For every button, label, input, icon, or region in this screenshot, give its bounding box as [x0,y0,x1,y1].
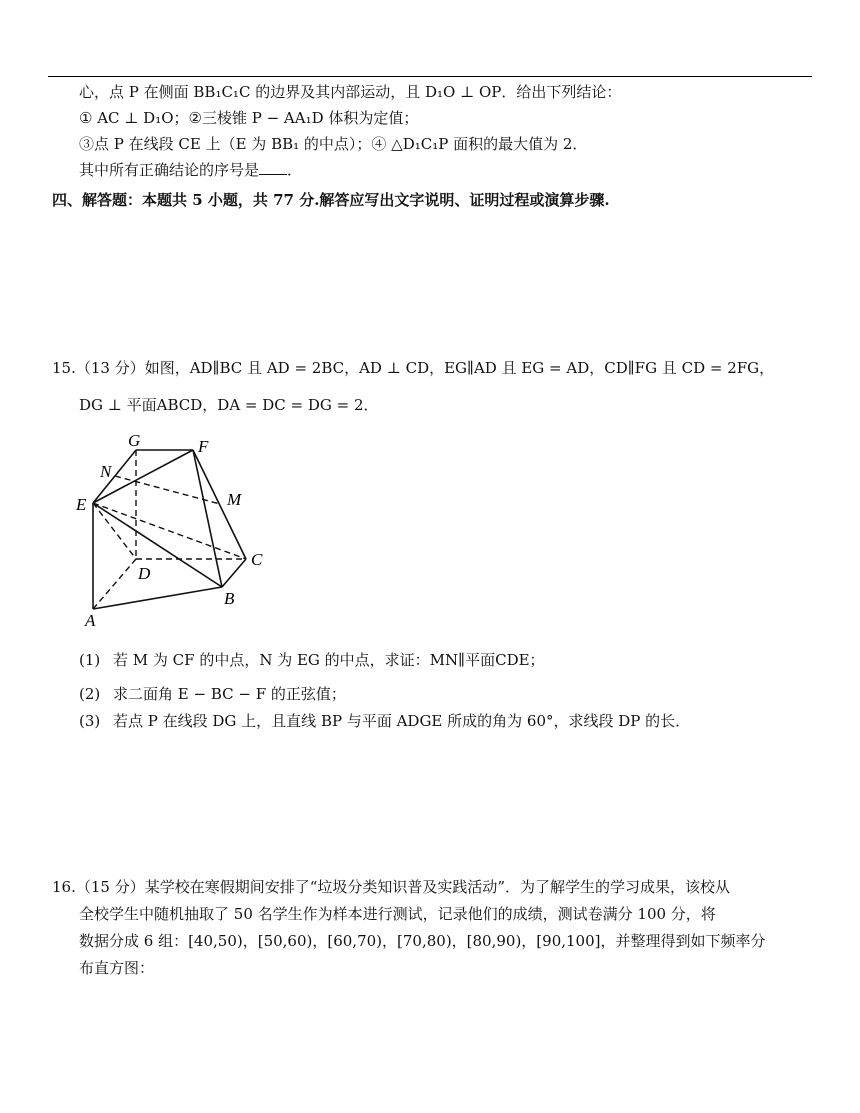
q15-stem-line-1: 15.（13 分）如图，AD∥BC 且 AD = 2BC，AD ⊥ CD，EG∥AD 且 EG = AD，CD∥FG 且 CD = 2FG， [52,359,775,377]
label-C: C [251,550,263,569]
q15-sub-3-text: 若点 P 在线段 DG 上，且直线 BP 与平面 ADGE 所成的角为 60°，求线段 DP 的长． [113,712,691,730]
answer-prompt: 其中所有正确结论的序号是 [79,161,260,179]
answer-blank[interactable] [259,160,287,175]
label-B: B [224,589,235,608]
q15-sub-3 [79,711,690,731]
q16-stem-line-3: 数据分成 6 组：[40,50)，[50,60)，[60,70)，[70,80)，[80,90)，[90,100]，并整理得到如下频率分 [79,932,766,950]
label-A: A [85,611,96,630]
q15-sub-2-number: (2) [79,685,101,703]
label-D: D [138,564,151,583]
label-E: E [76,495,87,514]
prev-question-line-2: ① AC ⊥ D₁O；②三棱锥 P − AA₁D 体积为定值； [79,109,419,127]
prev-question-line-1: 心，点 P 在侧面 BB₁C₁C 的边界及其内部运动，且 D₁O ⊥ OP．给出下列结论： [79,83,622,101]
section-heading: 四、解答题：本题共 5 小题，共 77 分.解答应写出文字说明、证明过程或演算步骤. [52,191,610,209]
q15-stem-line-2: DG ⊥ 平面ABCD，DA = DC = DG = 2． [79,396,379,414]
q15-sub-3-number: (3) [79,712,101,730]
q15-sub-1-number: (1) [79,651,101,669]
q16-stem-line-4: 布直方图： [79,959,155,977]
prev-question-line-4 [79,160,302,180]
prev-question-line-3: ③点 P 在线段 CE 上（E 为 BB₁ 的中点）；④ △D₁C₁P 面积的最大值为 2． [79,135,588,153]
q15-sub-1 [79,650,545,670]
label-N: N [100,462,112,481]
label-M: M [227,490,242,509]
q15-sub-2 [79,684,346,704]
label-F: F [198,437,209,456]
answer-prompt-end: ． [287,161,303,179]
q15-sub-2-text: 求二面角 E − BC − F 的正弦值； [113,685,346,703]
label-G: G [128,431,141,450]
q15-sub-1-text: 若 M 为 CF 的中点，N 为 EG 的中点，求证：MN∥平面CDE； [113,651,545,669]
header-rule [48,76,812,77]
q16-stem-line-1: 16.（15 分）某学校在寒假期间安排了“垃圾分类知识普及实践活动”．为了解学生的学习成果，该校从 [52,878,731,896]
q15-figure [70,428,270,633]
q16-stem-line-2: 全校学生中随机抽取了 50 名学生作为样本进行测试，记录他们的成绩，测试卷满分 100 分，将 [79,905,716,923]
